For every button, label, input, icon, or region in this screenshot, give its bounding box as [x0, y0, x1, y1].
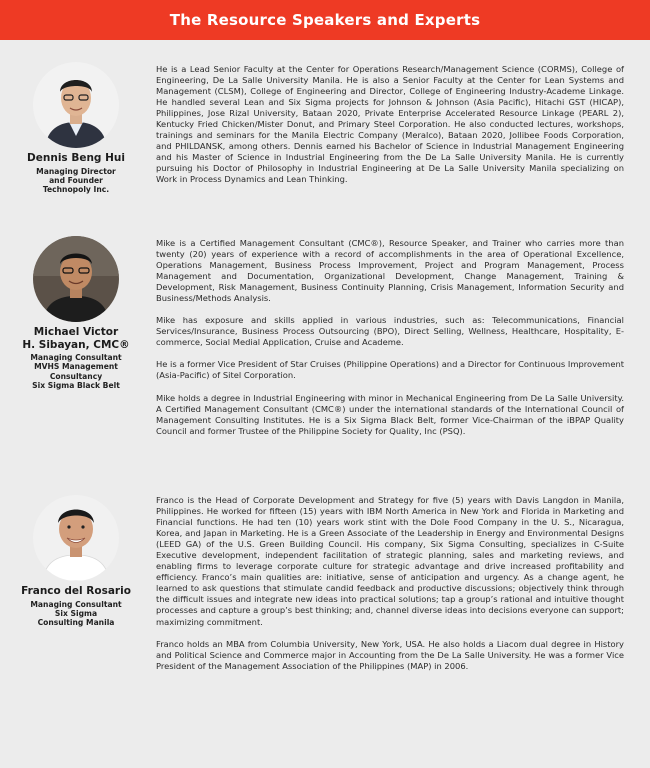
speaker-profile	[10, 236, 142, 391]
speaker-role: Managing Consultant	[30, 353, 122, 362]
speaker-role: MVHS Management	[34, 362, 118, 372]
speaker-profile	[10, 495, 142, 628]
page-title: The Resource Speakers and Experts	[169, 11, 481, 29]
avatar	[33, 495, 119, 581]
speaker-name: Dennis Beng Hui	[27, 152, 125, 164]
speaker-role: Six Sigma	[54, 608, 98, 618]
speaker-role: Managing Director	[36, 166, 116, 176]
header-banner	[0, 0, 650, 40]
avatar	[33, 236, 119, 322]
bio-paragraph: Mike is a Certified Management Consultant (CMC®), Resource Speaker, and Trainer who carries more than twenty (20) years of experience with a record of accomplishments in the area of Operational Excellence, Operations Management, Business Process Improvement, Project and Program Management, Process Management and Documentation, Organizational Development, Change Management, Training & Development, Risk Management, Business Continuity Planning, Crisis Management, Information Security and Business/Methods Analysis.	[156, 238, 624, 304]
bio-paragraph: Franco is the Head of Corporate Development and Strategy for five (5) years with Davis Langdon in Manila, Philippines. He worked for fifteen (15) years with IBM North America in New York and Florida in Marketing and Financial functions. He had ten (10) years work stint with the Dole Food Company in the U. S., Nicaragua, Korea, and Japan in Marketing. He is a Green Associate of the Leadership in Energy and Environmental Designs (LEED GA) of the U.S. Green Building Council. His company, Six Sigma Consulting, specializes in C-Suite Executive development, independent facilitation of strategic planning, sales and marketing reviews, and enabling firms to leverage corporate culture for strategic advantage and drive increased profitability and efficiency. Franco’s main qualities are: initiative, sense of anticipation and urgency. As a change agent, he learned to ask questions that stimulate candid feedback and productive discussions; objectively think through the difficult issues and integrate new ideas into practical solutions; tap a group’s rational and intuitive thought processes and capture a group’s best thinking; and, channel diverse ideas into decisions everyone can support; maximizing commitment.	[156, 495, 624, 627]
bio-paragraph: Mike has exposure and skills applied in various industries, such as: Telecommunications, Financial Services/Insurance, Business Process Outsourcing (BPO), Direct Selling, Wellness, Healthcare, Hospitality, E-commerce, Social Medial Application, Cruise and Academe.	[156, 315, 624, 348]
avatar	[33, 62, 119, 148]
bio-paragraph: Franco holds an MBA from Columbia University, New York, USA. He also holds a Liacom dual degree in History and Political Science and Commerce major in Accounting from the De La Salle University. He was a former Vice President of the Management Association of the Philippines (MAP) in 2006.	[156, 638, 624, 671]
speaker-name: Franco del Rosario	[21, 585, 131, 597]
speaker-role: Six Sigma Black Belt	[32, 381, 120, 391]
speaker-bio	[156, 64, 624, 197]
speaker-role: Consulting Manila	[37, 618, 115, 628]
bio-paragraph: Mike holds a degree in Industrial Engineering with minor in Mechanical Engineering from De La Salle University. A Certified Management Consultant (CMC®) under the international standards of the International Council of Management Consulting Institutes. He is a Six Sigma Black Belt, former Vice-Chairman of the iBPAP Quality Council and former Trustee of the Philippine Society for Quality, Inc (PSQ).	[156, 392, 624, 436]
speaker-role: Technopoly Inc.	[42, 185, 110, 195]
speaker-role: Consultancy	[49, 371, 103, 381]
speaker-bio	[156, 238, 624, 448]
speaker-role: Managing Consultant	[30, 599, 122, 609]
speaker-bio	[156, 495, 624, 683]
bio-paragraph: He is a Lead Senior Faculty at the Center for Operations Research/Management Science (CORMS), College of Engineering, De La Salle University Manila. He is also a Senior Faculty at the Center for Lean Systems and Management (CLSM), College of Engineering and Director, College of Engineering Industry-Academe Linkage. He handled several Lean and Six Sigma projects for Johnson & Johnson (Asia Pacific), Hitachi GST (HICAP), Philippines, Jose Rizal University, Bataan 2020, Private Enterprise Accelerated Resource Linkage (PEARL 2), Kentucky Fried Chicken/Mister Donut, and Primary Steel Corporation. He also conducted lectures, workshops, trainings and seminars for the Manila Electric Company (Meralco), Bataan 2020, Jollibee Foods Corporation, and PHILDANSK, among others. Dennis earned his Bachelor of Science in Industrial Management Engineering and his Master of Science in Industrial Engineering from the De La Salle University Manila. He is currently pursuing his Doctor of Philosophy in Industrial Engineering at De La Salle University Manila specializing on Work in Process Dynamics and Lean Thinking.	[156, 64, 624, 185]
speaker-name: Michael Victor	[33, 326, 119, 338]
bio-paragraph: He is a former Vice President of Star Cruises (Philippine Operations) and a Director for Continuous Improvement (Asia-Pacific) of Sitel Corporation.	[156, 359, 625, 381]
speaker-name: H. Sibayan, CMC®	[22, 338, 130, 351]
speaker-role: and Founder	[49, 175, 103, 185]
speaker-profile	[10, 62, 142, 195]
